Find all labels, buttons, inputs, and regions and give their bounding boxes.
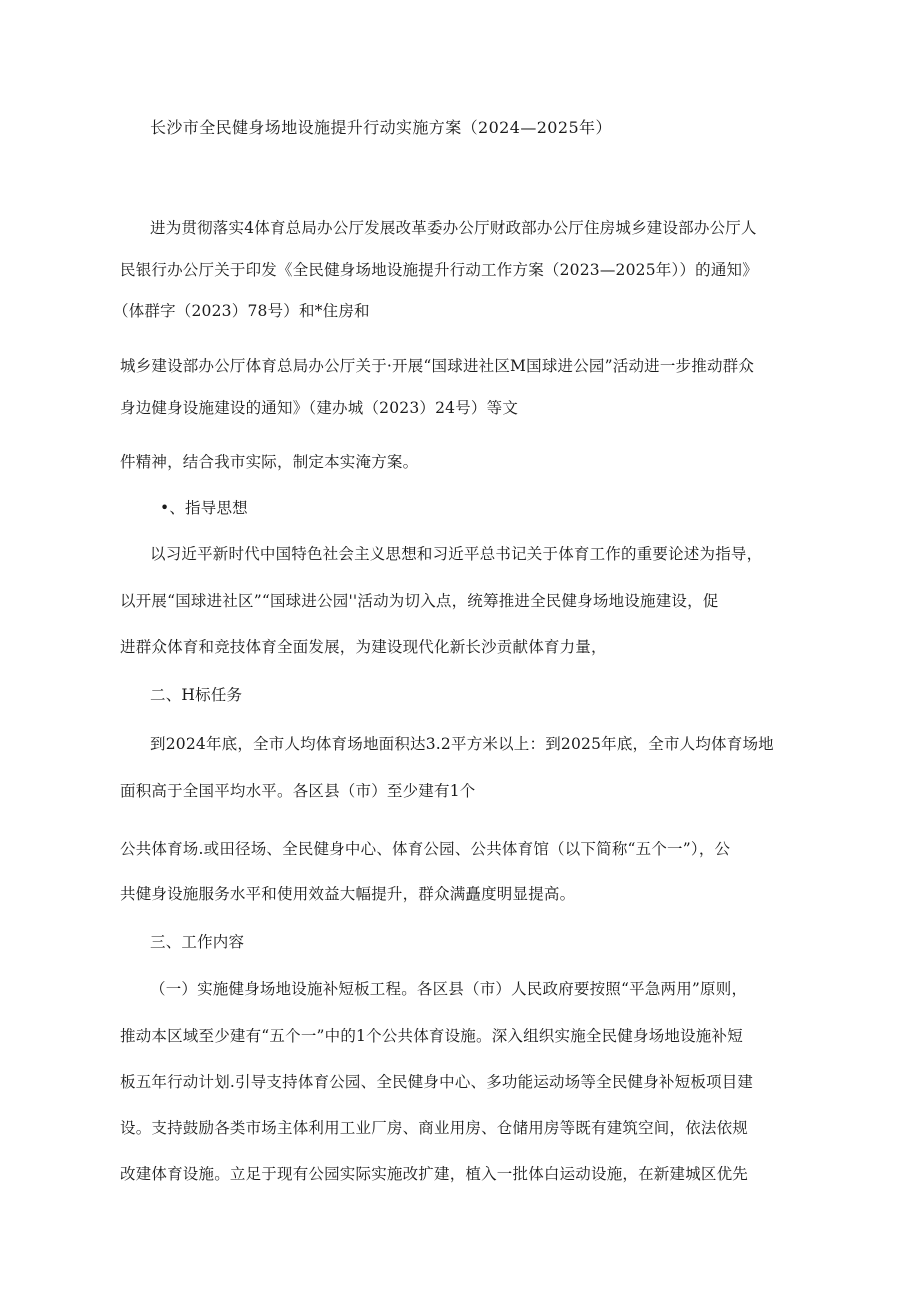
paragraph-line: （一）实施健身场地设施补短板工程。各区县（市）人民政府要按照“平急两用”原则， [150, 980, 748, 998]
paragraph-line: 城乡建设部办公厅体育总局办公厅关于·开展“国球进社区M国球进公园”活动进一步推动群众 [120, 357, 755, 375]
paragraph-line: 以开展“国球进社区”“国球进公园''活动为切入点，统筹推进全民健身场地设施建设，促 [120, 592, 719, 610]
paragraph-line: 公共体育场.或田径场、全民健身中心、体育公园、公共体育馆（以下简称“五个一”），公 [120, 840, 731, 858]
paragraph-line: 身边健身设施建设的通知》（建办城（2023）24号）等文 [120, 399, 519, 417]
paragraph-line: 板五年行动计划.引导支持体育公园、全民健身中心、多功能运动场等全民健身补短板项目建 [120, 1073, 754, 1091]
paragraph-line: （体群字（2023）78号）和*住房和 [113, 302, 370, 320]
paragraph-line: 推动本区域至少建有“五个一”中的1个公共体育设施。深入组织实施全民健身场地设施补短 [120, 1027, 743, 1045]
paragraph-line: 改建体育设施。立足于现有公园实际实施改扩建，植入一批体白运动设施，在新建城区优先 [120, 1165, 749, 1183]
paragraph-line: 到2024年底，全市人均体育场地面积达3.2平方米以上：到2025年底，全市人均体育场地 [150, 735, 774, 753]
section-heading: •、指导思想 [160, 499, 248, 517]
paragraph-line: 进群众体育和竞技体育全面发展，为建设现代化新长沙贡献体育力量， [120, 638, 607, 656]
paragraph-line: 以习近平新时代中国特色社会主义思想和习近平总书记关于体育工作的重要论述为指导， [150, 545, 763, 563]
paragraph-line: 进为贯彻落实4体育总局办公厅发展改革委办公厅财政部办公厅住房城乡建设部办公厅人 [150, 219, 757, 237]
paragraph-line: 共健身设施服务水平和使用效益大幅提升，群众满矗度明显提高。 [120, 885, 576, 903]
paragraph-line: 设。支持鼓励各类市场主体利用工业厂房、商业用房、仓储用房等既有建筑空间，依法依规 [120, 1119, 749, 1137]
paragraph-line: 件精神，结合我市实际，制定本实淹方案。 [120, 453, 419, 471]
paragraph-line: 民银行办公厅关于印发《全民健身场地设施提升行动工作方案（2023—2025年））的通知》 [120, 261, 758, 279]
section-heading: 二、H标任务 [150, 686, 243, 704]
paragraph-line: 面积高于全国平均水平。各区县（市）至少建有1个 [120, 782, 476, 800]
section-heading: 三、工作内容 [150, 933, 245, 951]
document-title: 长沙市全民健身场地设施提升行动实施方案（2024—2025年） [150, 118, 612, 137]
